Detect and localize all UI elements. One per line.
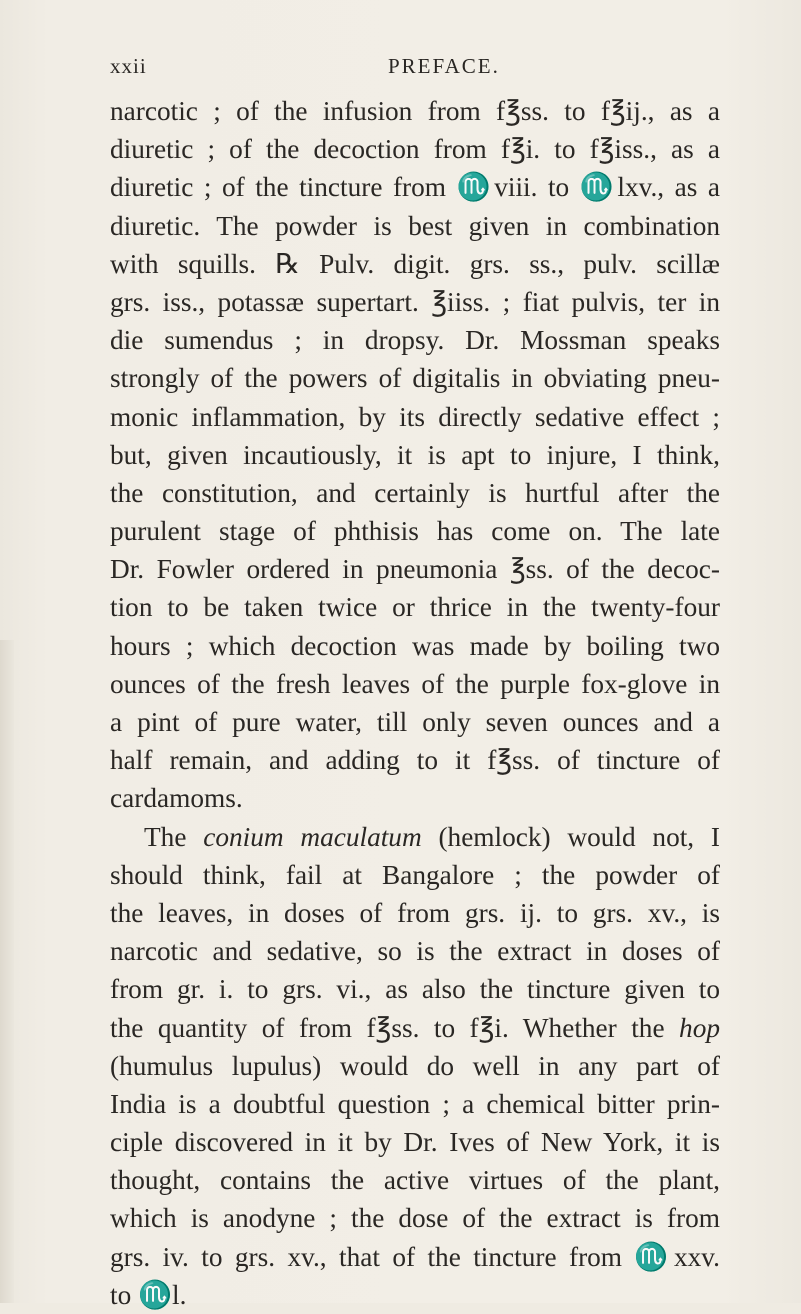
text-line: which is anodyne ; the dose of the extract is from [110,1203,720,1234]
text-line: The conium maculatum (hemlock) would not, I [144,821,720,852]
italic-term: hop [679,1012,720,1043]
page-gutter-shadow [0,640,14,1303]
text-line: tion to be taken twice or thrice in the twenty-four [110,592,720,623]
text-line: to ♏l. [110,1279,187,1310]
text-line: purulent stage of phthisis has come on. The late [110,516,720,547]
text-line: die sumendus ; in dropsy. Dr. Mossman speaks [110,325,720,356]
text-line: diuretic. The powder is best given in combination [110,210,720,241]
text-line: ciple discovered in it by Dr. Ives of New York, it is [110,1127,720,1158]
text-line: Dr. Fowler ordered in pneumonia ℥ss. of the decoc- [110,554,720,585]
text-line: should think, fail at Bangalore ; the powder of [110,859,720,890]
text-line: grs. iss., potassæ supertart. ℥iiss. ; fiat pulvis, ter in [110,286,720,317]
text-line: with squills. ℞ Pulv. digit. grs. ss., pulv. scillæ [110,248,720,279]
text-line: thought, contains the active virtues of the plant, [110,1165,720,1196]
text-line: the leaves, in doses of from grs. ij. to grs. xv., is [110,897,720,928]
text-line: the constitution, and certainly is hurtful after the [110,477,720,508]
text-line: cardamoms. [110,783,243,814]
text-line: from gr. i. to grs. vi., as also the tincture given to [110,974,720,1005]
text-line: half remain, and adding to it f℥ss. of tincture of [110,745,720,776]
text-line: a pint of pure water, till only seven ounces and a [110,707,720,737]
text-line: diuretic ; of the decoction from f℥i. to f℥iss., as a [110,134,720,165]
page-header [110,54,710,84]
text-line: India is a doubtful question ; a chemical bitter prin- [110,1088,720,1119]
italic-term: conium maculatum [203,821,422,852]
text-line: narcotic ; of the infusion from f℥ss. to f℥ij., as a [110,96,720,126]
body-text [110,92,720,1314]
text-line: monic inflammation, by its directly sedative effect ; [110,401,720,432]
page-number: xxii [110,54,147,78]
text-line: but, given incautiously, it is apt to injure, I think, [110,439,720,470]
text-line: strongly of the powers of digitalis in obviating pneu- [110,363,720,394]
text-line: hours ; which decoction was made by boiling two [110,630,720,661]
text-line: ounces of the fresh leaves of the purple fox-glove in [110,668,720,699]
text-line: grs. iv. to grs. xv., that of the tincture from ♏xxv. [110,1241,720,1272]
running-head: PREFACE. [388,54,500,78]
text-line: the quantity of from f℥ss. to f℥i. Whether the hop [110,1012,720,1043]
text-line: narcotic and sedative, so is the extract in doses of [110,936,720,967]
text-line: diuretic ; of the tincture from ♏viii. to ♏lxv., as a [110,172,720,203]
text-line: (humulus lupulus) would do well in any part of [110,1050,720,1081]
